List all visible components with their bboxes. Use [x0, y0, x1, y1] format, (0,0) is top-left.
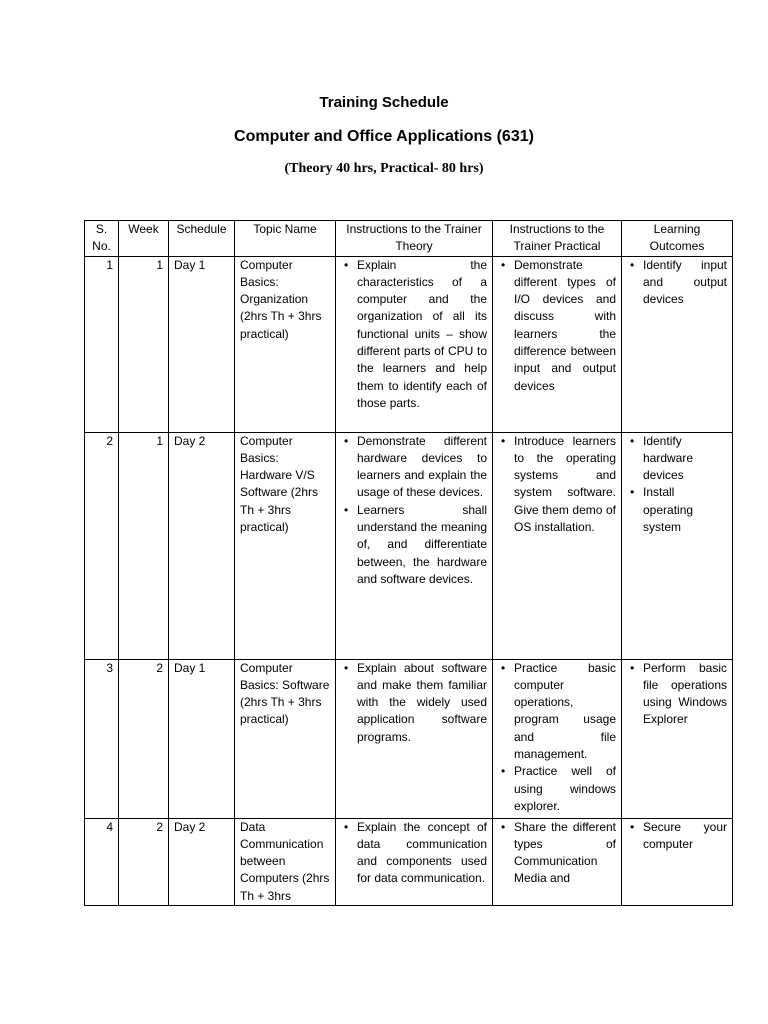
cell-sno: 3 [85, 659, 119, 818]
bullet-item: • Identify input and output devices [643, 257, 727, 309]
cell-practical [493, 818, 622, 905]
cell-schedule: Day 1 [169, 256, 235, 432]
cell-schedule: Day 2 [169, 432, 235, 659]
cell-practical-list [498, 660, 616, 816]
cell-topic: Computer Basics: Hardware V/S Software (2hrs Th + 3hrs practical) [235, 432, 336, 659]
header-week: Week [119, 221, 169, 257]
bullet-item: • Introduce learners to the operating systems and system software. Give them demo of OS installation. [514, 433, 616, 537]
cell-outcomes [622, 659, 733, 818]
cell-outcomes-list [627, 660, 727, 729]
header-sno: S. No. [85, 221, 119, 257]
cell-theory [336, 818, 493, 905]
document-title: Training Schedule [319, 94, 449, 111]
bullet-item: • Practice well of using windows explorer. [514, 763, 616, 815]
cell-week: 2 [119, 659, 169, 818]
cell-topic: Computer Basics: Organization (2hrs Th + 3hrs practical) [235, 256, 336, 432]
cell-outcomes-list [627, 257, 727, 309]
bullet-item: • Practice basic computer operations, program usage and file management. [514, 660, 616, 764]
table-row [85, 659, 733, 818]
bullet-item: • Learners shall understand the meaning of, and differentiate between, the hardware and software devices. [357, 502, 487, 588]
cell-theory-list [341, 819, 487, 888]
cell-practical [493, 256, 622, 432]
bullet-item: • Explain the characteristics of a computer and the organization of all its functional units – show different parts of CPU to the learners and help them to identify each of those parts. [357, 257, 487, 413]
bullet-item: • Demonstrate different hardware devices to learners and explain the usage of these devices. [357, 433, 487, 502]
cell-week: 2 [119, 818, 169, 905]
cell-outcomes-list [627, 433, 727, 537]
cell-week: 1 [119, 256, 169, 432]
cell-outcomes [622, 432, 733, 659]
table-row [85, 818, 733, 905]
cell-practical-list [498, 819, 616, 888]
bullet-item: • Secure your computer [643, 819, 727, 854]
cell-practical [493, 432, 622, 659]
bullet-item: • Explain the concept of data communication and components used for data communication. [357, 819, 487, 888]
header-outcomes: Learning Outcomes [622, 221, 733, 257]
table-row [85, 256, 733, 432]
cell-sno: 2 [85, 432, 119, 659]
header-practical: Instructions to the Trainer Practical [493, 221, 622, 257]
bullet-item: • Share the different types of Communication Media and [514, 819, 616, 888]
cell-schedule: Day 1 [169, 659, 235, 818]
cell-outcomes [622, 256, 733, 432]
cell-practical-list [498, 433, 616, 537]
header-schedule: Schedule [169, 221, 235, 257]
bullet-item: • Identify hardware devices [643, 433, 727, 485]
cell-theory [336, 659, 493, 818]
cell-theory-list [341, 660, 487, 746]
cell-schedule: Day 2 [169, 818, 235, 905]
cell-theory [336, 256, 493, 432]
bullet-item: • Demonstrate different types of I/O devices and discuss with learners the difference between input and output devices [514, 257, 616, 395]
course-hours: (Theory 40 hrs, Practical- 80 hrs) [284, 161, 484, 176]
bullet-item: • Install operating system [643, 484, 727, 536]
cell-theory-list [341, 257, 487, 413]
bullet-item: • Perform basic file operations using Windows Explorer [643, 660, 727, 729]
bullet-item: • Explain about software and make them familiar with the widely used application software programs. [357, 660, 487, 746]
schedule-table [84, 220, 733, 906]
cell-outcomes [622, 818, 733, 905]
header-theory: Instructions to the Trainer Theory [336, 221, 493, 257]
cell-sno: 1 [85, 256, 119, 432]
cell-theory-list [341, 433, 487, 589]
cell-outcomes-list [627, 819, 727, 854]
table-row [85, 432, 733, 659]
cell-practical-list [498, 257, 616, 395]
cell-sno: 4 [85, 818, 119, 905]
cell-practical [493, 659, 622, 818]
cell-topic: Computer Basics: Software (2hrs Th + 3hrs practical) [235, 659, 336, 818]
table-header-row [85, 221, 733, 257]
cell-theory [336, 432, 493, 659]
cell-week: 1 [119, 432, 169, 659]
header-topic: Topic Name [235, 221, 336, 257]
cell-topic: Data Communication between Computers (2hrs Th + 3hrs [235, 818, 336, 905]
course-title: Computer and Office Applications (631) [234, 128, 534, 145]
